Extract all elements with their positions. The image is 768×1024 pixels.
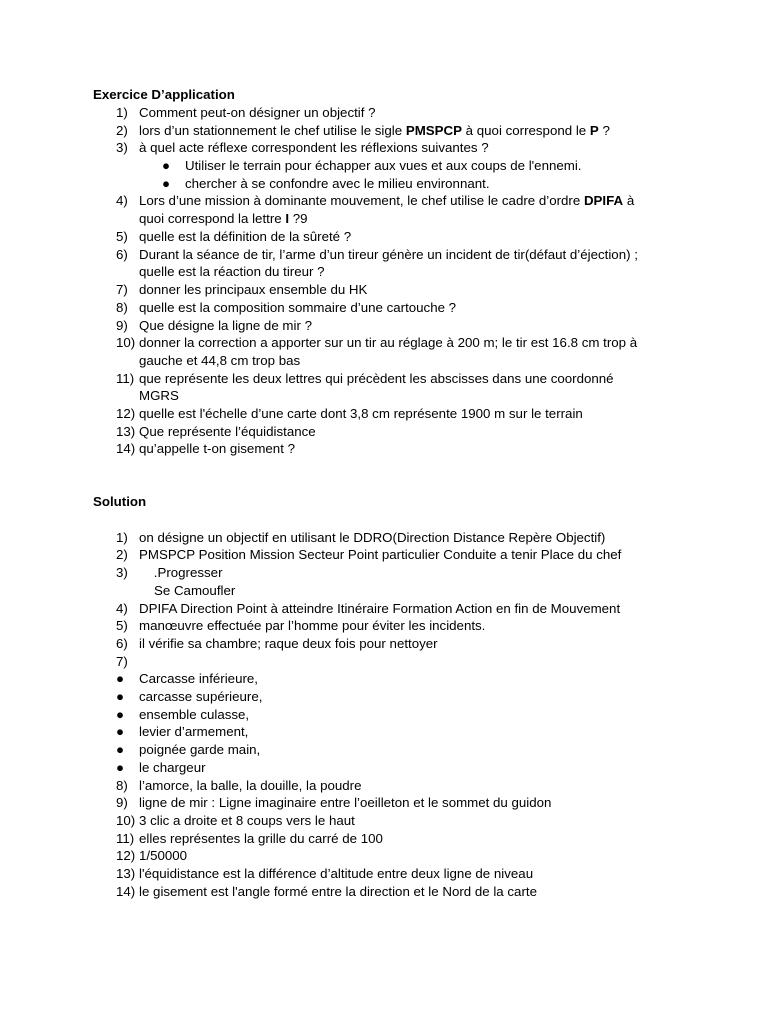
q9-number: 9) <box>116 318 128 333</box>
q8-text: quelle est la composition sommaire d’une cartouche ? <box>139 300 457 315</box>
s9-number: 9) <box>116 795 128 810</box>
exercise-title: Exercice D’application <box>93 87 235 102</box>
bullet-icon: ● <box>116 760 125 775</box>
s4-text: DPIFA Direction Point à atteindre Itinéraire Formation Action en fin de Mouvement <box>139 601 621 616</box>
s6-number: 6) <box>116 636 128 651</box>
bullet-icon: ● <box>116 707 125 722</box>
q4-text-line2: quoi correspond la lettre I ?9 <box>139 211 308 226</box>
bullet-icon: ● <box>116 724 125 739</box>
s8-text: l’amorce, la balle, la douille, la poudre <box>139 778 362 793</box>
q3-bullet-2: chercher à se confondre avec le milieu environnant. <box>185 176 490 191</box>
bullet-icon: ● <box>116 671 125 686</box>
s7-bullet-1: Carcasse inférieure, <box>139 671 258 686</box>
q13-text: Que représente l’équidistance <box>139 424 316 439</box>
q7-text: donner les principaux ensemble du HK <box>139 282 368 297</box>
bullet-icon: ● <box>116 742 125 757</box>
s1-text: on désigne un objectif en utilisant le DDRO(Direction Distance Repère Objectif) <box>139 530 606 545</box>
s14-text: le gisement est l'angle formé entre la direction et le Nord de la carte <box>139 884 537 899</box>
s2-text: PMSPCP Position Mission Secteur Point particulier Conduite a tenir Place du chef <box>139 547 622 562</box>
s12-number: 12) <box>116 848 136 863</box>
q14-text: qu’appelle t-on gisement ? <box>139 441 295 456</box>
q10-number: 10) <box>116 335 136 350</box>
s11-text: elles représentes la grille du carré de 100 <box>139 831 383 846</box>
q9-text: Que désigne la ligne de mir ? <box>139 318 312 333</box>
s8-number: 8) <box>116 778 128 793</box>
s13-number: 13) <box>116 866 136 881</box>
s7-bullet-5: poignée garde main, <box>139 742 261 757</box>
s7-number: 7) <box>116 654 128 669</box>
s10-number: 10) <box>116 813 136 828</box>
solution-title: Solution <box>93 494 147 509</box>
q6-text-line2: quelle est la réaction du tireur ? <box>139 264 325 279</box>
bullet-icon: ● <box>116 689 125 704</box>
s9-text: ligne de mir : Ligne imaginaire entre l’oeilleton et le sommet du guidon <box>139 795 552 810</box>
q3-number: 3) <box>116 140 128 155</box>
q3-bullet-1: Utiliser le terrain pour échapper aux vues et aux coups de l'ennemi. <box>185 158 582 173</box>
q4-number: 4) <box>116 193 128 208</box>
s6-text: il vérifie sa chambre; raque deux fois pour nettoyer <box>139 636 438 651</box>
s5-text: manœuvre effectuée par l’homme pour éviter les incidents. <box>139 618 486 633</box>
s1-number: 1) <box>116 530 128 545</box>
q7-number: 7) <box>116 282 128 297</box>
q1-text: Comment peut-on désigner un objectif ? <box>139 105 376 120</box>
q6-number: 6) <box>116 247 128 262</box>
q10-text-line2: gauche et 44,8 cm trop bas <box>139 353 301 368</box>
q8-number: 8) <box>116 300 128 315</box>
s7-bullet-6: le chargeur <box>139 760 206 775</box>
bullet-icon: ● <box>162 176 171 191</box>
q5-text: quelle est la définition de la sûreté ? <box>139 229 352 244</box>
q11-number: 11) <box>116 371 135 386</box>
s11-number: 11) <box>116 831 135 846</box>
s2-number: 2) <box>116 547 128 562</box>
q2-number: 2) <box>116 123 128 138</box>
s5-number: 5) <box>116 618 128 633</box>
s7-bullet-2: carcasse supérieure, <box>139 689 263 704</box>
q2-text: lors d’un stationnement le chef utilise le sigle PMSPCP à quoi correspond le P ? <box>139 123 610 138</box>
q1-number: 1) <box>116 105 128 120</box>
q10-text-line1: donner la correction a apporter sur un tir au réglage à 200 m; le tir est 16.8 cm trop à <box>139 335 638 350</box>
q14-number: 14) <box>116 441 136 456</box>
s3-text-line2: Se Camoufler <box>154 583 236 598</box>
q6-text-line1: Durant la séance de tir, l’arme d’un tireur génère un incident de tir(défaut d’éjection) ; <box>139 247 638 262</box>
bullet-icon: ● <box>162 158 171 173</box>
s7-bullet-4: levier d’armement, <box>139 724 249 739</box>
s3-text-line1: .Progresser <box>139 565 223 580</box>
s7-bullet-3: ensemble culasse, <box>139 707 250 722</box>
q4-text-line1: Lors d’une mission à dominante mouvement, le chef utilise le cadre d’ordre DPIFA à <box>139 193 635 208</box>
q13-number: 13) <box>116 424 136 439</box>
q12-text: quelle est l'échelle d’une carte dont 3,8 cm représente 1900 m sur le terrain <box>139 406 583 421</box>
s4-number: 4) <box>116 601 128 616</box>
s3-number: 3) <box>116 565 128 580</box>
q12-number: 12) <box>116 406 136 421</box>
q11-text-line1: que représente les deux lettres qui précèdent les abscisses dans une coordonné <box>139 371 614 386</box>
q3-text: à quel acte réflexe correspondent les réflexions suivantes ? <box>139 140 489 155</box>
q5-number: 5) <box>116 229 128 244</box>
s12-text: 1/50000 <box>139 848 188 863</box>
s14-number: 14) <box>116 884 136 899</box>
s13-text: l'équidistance est la différence d’altitude entre deux ligne de niveau <box>139 866 534 881</box>
q11-text-line2: MGRS <box>139 388 179 403</box>
s10-text: 3 clic a droite et 8 coups vers le haut <box>139 813 355 828</box>
